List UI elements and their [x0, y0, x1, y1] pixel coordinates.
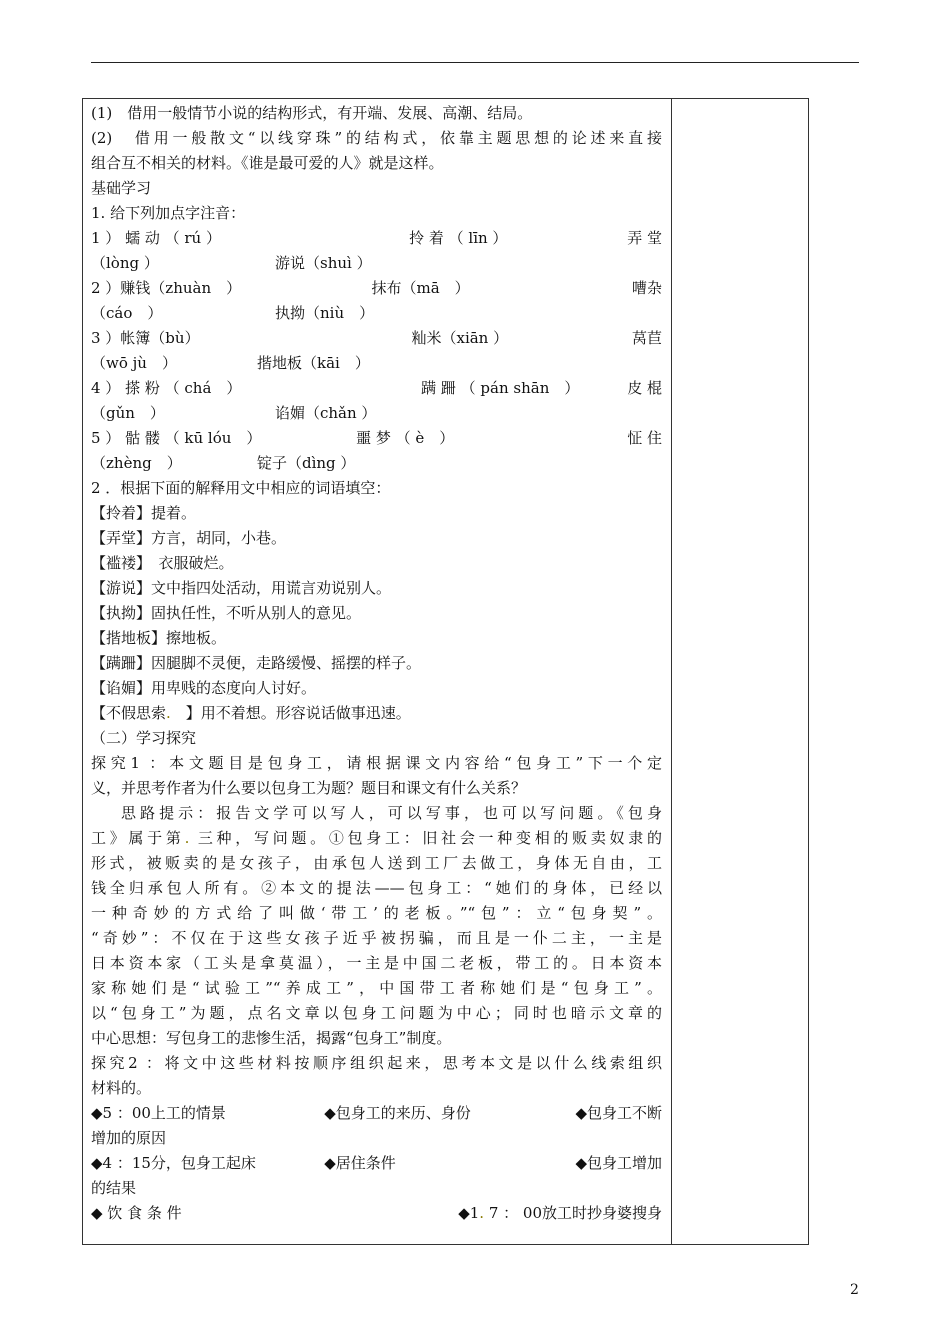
explore-question: 探究2 ：将文中这些材料按顺序组织起来，思考本文是以什么线索组织 — [91, 1054, 662, 1072]
hint-paragraph: 日本资本家（工头是拿莫温），一主是中国二老板，带工的。日本资本 — [91, 954, 662, 972]
definition-item: 【拎着】提着。 — [91, 504, 197, 522]
definition-item: 【不假思索. 】用不着想。形容说话做事迅速。 — [91, 704, 411, 722]
pinyin-row: （lòng ） 游说（shuì ） — [91, 254, 372, 272]
hint-paragraph: 思路提示：报告文学可以写人，可以写事，也可以写问题。《包身 — [121, 804, 662, 822]
explore-question: 义，并思考作者为什么要以包身工为题？题目和课文有什么关系？ — [91, 779, 527, 797]
paragraph: 组合互不相关的材料。《谁是最可爱的人》就是这样。 — [91, 154, 444, 172]
page-number: 2 — [850, 1282, 859, 1298]
hint-paragraph: 工》属于第. 三种，写问题。①包身工：旧社会一种变相的贩卖奴隶的 — [91, 829, 662, 847]
explore-question: 探究1 ：本文题目是包身工，请根据课文内容给“包身工”下一个定 — [91, 754, 662, 772]
question-title: 2 ．根据下面的解释用文中相应的词语填空： — [91, 479, 391, 497]
hint-paragraph: 中心思想：写包身工的悲惨生活，揭露“包身工”制度。 — [91, 1029, 452, 1047]
pinyin-row: （zhèng ） 锭子（dìng ） — [91, 454, 356, 472]
hint-paragraph: 形式，被贩卖的是女孩子，由承包人送到工厂去做工，身体无自由，工 — [91, 854, 662, 872]
bullet-row: ◆4 ：15分，包身工起床 ◆居住条件 ◆包身工增加 — [91, 1154, 662, 1172]
definition-item: 【执拗】固执任性，不听从别人的意见。 — [91, 604, 362, 622]
emphasis-dot: . — [479, 1204, 485, 1222]
hint-paragraph: “奇妙”：不仅在于这些女孩子近乎被拐骗，而且是一仆二主，一主是 — [91, 929, 662, 947]
section-heading: （二）学习探究 — [91, 729, 197, 747]
bullet-row: ◆ 饮 食 条 件 ◆1. 7 ： 00放工时抄身婆搜身 — [91, 1204, 662, 1222]
definition-item: 【弄堂】方言，胡同，小巷。 — [91, 529, 287, 547]
bullet-row: 增加的原因 — [91, 1129, 167, 1147]
question-title: 1. 给下列加点字注音： — [91, 204, 246, 222]
pinyin-row: 3 ）帐簿（bù） 籼米（xiān ） 莴苣 — [91, 329, 662, 347]
explore-question: 材料的。 — [91, 1079, 152, 1097]
paragraph: (2) 借用一般散文“以线穿珠”的结构式，依靠主题思想的论述来直接 — [91, 129, 662, 147]
pinyin-row: （wō jù ） 揩地板（kāi ） — [91, 354, 370, 372]
section-heading: 基础学习 — [91, 179, 152, 197]
pinyin-row: 2 ）赚钱（zhuàn ） 抹布（mā ） 嘈杂 — [91, 279, 662, 297]
definition-item: 【褴褛】 衣服破烂。 — [91, 554, 234, 572]
definition-item: 【揩地板】擦地板。 — [91, 629, 227, 647]
bullet-row: ◆5 ：00上工的情景 ◆包身工的来历、身份 ◆包身工不断 — [91, 1104, 662, 1122]
table-column-divider — [671, 98, 672, 1245]
emphasis-dot: . — [184, 829, 190, 847]
pinyin-row: 5 ） 骷 髅 （ kū lóu ） 噩 梦 （ è ） 怔 住 — [91, 429, 662, 447]
hint-paragraph: 钱全归承包人所有。②本文的提法——包身工：“她们的身体，已经以 — [91, 879, 662, 897]
emphasis-dot: . — [166, 704, 171, 722]
pinyin-row: 1 ） 蠕 动 （ rú ） 拎 着 （ līn ） 弄 堂 — [91, 229, 662, 247]
pinyin-row: 4 ） 搽 粉 （ chá ） 蹒 跚 （ pán shān ） 皮 棍 — [91, 379, 662, 397]
header-rule — [91, 62, 859, 63]
definition-item: 【蹒跚】因腿脚不灵便，走路缓慢、摇摆的样子。 — [91, 654, 422, 672]
paragraph: (1) 借用一般情节小说的结构形式，有开端、发展、高潮、结局。 — [91, 104, 533, 122]
hint-paragraph: 一种奇妙的方式给了叫做‘带工’的老板。”“包”：立“包身契”。 — [91, 904, 662, 922]
hint-paragraph: 以“包身工”为题，点名文章以包身工问题为中心；同时也暗示文章的 — [91, 1004, 662, 1022]
pinyin-row: （gǔn ） 谄媚（chǎn ） — [91, 404, 377, 422]
hint-paragraph: 家称她们是“试验工”“养成工”，中国带工者称她们是“包身工”。 — [91, 979, 662, 997]
main-text-cell — [91, 101, 662, 1226]
definition-item: 【谄媚】用卑贱的态度向人讨好。 — [91, 679, 317, 697]
bullet-row: 的结果 — [91, 1179, 137, 1197]
definition-item: 【游说】文中指四处活动，用谎言劝说别人。 — [91, 579, 392, 597]
pinyin-row: （cáo ） 执拗（niù ） — [91, 304, 375, 322]
